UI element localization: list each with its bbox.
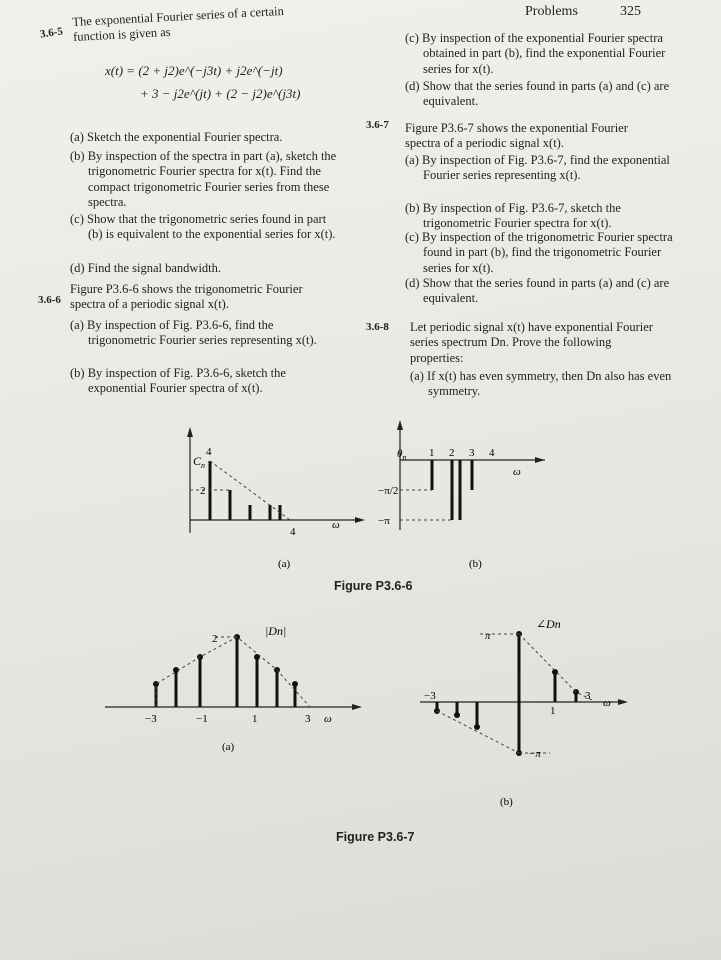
cn-x-tick-4: 4 bbox=[290, 526, 296, 538]
dn-ang-x-tick-3: 3 bbox=[585, 690, 591, 702]
dn-mag-label: |Dn| bbox=[265, 624, 287, 638]
dn-ang-x-tick-neg3: −3 bbox=[424, 690, 436, 702]
theta-x-tick-2: 2 bbox=[449, 447, 455, 459]
problem-3-6-5-part-a: (a) Sketch the exponential Fourier spectra. bbox=[70, 130, 283, 144]
panel-label-a: (a) bbox=[222, 741, 235, 753]
running-header: Problems bbox=[525, 4, 578, 19]
problem-3-6-6-part-d: (d) Show that the series found in parts (a) and (c) are equivalent. bbox=[405, 79, 670, 109]
figure-p3-6-7-panel-b bbox=[400, 610, 640, 820]
problem-3-6-5-part-d: (d) Find the signal bandwidth. bbox=[70, 261, 222, 275]
problem-number-3-6-5: 3.6-5 bbox=[39, 25, 64, 41]
problem-number-3-6-8: 3.6-8 bbox=[366, 321, 389, 333]
dn-mag-x-tick-3: 3 bbox=[305, 713, 311, 725]
dn-mag-envelope bbox=[156, 637, 310, 707]
dn-ang-tick-neg-pi: −π bbox=[528, 748, 541, 760]
cn-tick-2: 2 bbox=[200, 485, 206, 497]
figure-p3-6-6-panel-b bbox=[375, 415, 575, 575]
dn-ang-x-label: ω bbox=[603, 697, 611, 709]
x-axis-arrow bbox=[618, 699, 628, 705]
figure-caption-p3-6-7: Figure P3.6-7 bbox=[336, 830, 415, 844]
dn-ang-point-neg1 bbox=[474, 724, 480, 730]
dn-mag-x-tick-1: 1 bbox=[252, 713, 258, 725]
problem-3-6-6-intro: Figure P3.6-6 shows the trigonometric Fourier spectra of a periodic signal x(t). bbox=[70, 282, 303, 312]
dn-ang-label: ∠Dn bbox=[536, 617, 561, 631]
problem-3-6-7-part-b: (b) By inspection of Fig. P3.6-7, sketch the trigonometric Fourier spectra for x(t). bbox=[405, 201, 621, 231]
x-axis-arrow bbox=[535, 457, 545, 463]
figure-p3-6-7-panel-a bbox=[100, 610, 370, 770]
problem-3-6-5-part-c: (c) Show that the trigonometric series found in part (b) is equivalent to the exponential series for x(t). bbox=[70, 212, 336, 242]
problem-3-6-6-part-b: (b) By inspection of Fig. P3.6-6, sketch the exponential Fourier spectra of x(t). bbox=[70, 366, 286, 396]
x-axis-arrow bbox=[352, 704, 362, 710]
panel-label-b: (b) bbox=[500, 796, 513, 808]
equation-line-1: x(t) = (2 + j2)e^(−j3t) + j2e^(−jt) bbox=[105, 63, 283, 78]
dn-mag-x-tick-neg3: −3 bbox=[145, 713, 157, 725]
problem-3-6-7-part-c: (c) By inspection of the trigonometric Fourier spectra found in part (b), find the trigonometric Fourier series for x(t). bbox=[405, 230, 673, 275]
theta-x-tick-4: 4 bbox=[489, 447, 495, 459]
dn-ang-tick-pi: π bbox=[485, 630, 491, 642]
dn-ang-x-tick-1: 1 bbox=[550, 705, 556, 717]
dn-mag-point-3 bbox=[292, 681, 298, 687]
panel-label-a: (a) bbox=[278, 558, 291, 570]
dn-x-label: ω bbox=[324, 713, 332, 725]
theta-x-tick-3: 3 bbox=[469, 447, 475, 459]
cn-x-label: ω bbox=[332, 519, 340, 531]
theta-axis-label: $\theta_n$ bbox=[397, 448, 407, 462]
theta-x-tick-1: 1 bbox=[429, 447, 435, 459]
figure-p3-6-6-panel-a bbox=[170, 415, 370, 575]
dn-mag-tick-2: 2 bbox=[212, 633, 218, 645]
problem-3-6-6-part-c: (c) By inspection of the exponential Fourier spectra obtained in part (b), find the exponential Fourier series for x(t). bbox=[405, 31, 666, 76]
theta-tick-pi: −π bbox=[378, 515, 390, 527]
problem-number-3-6-6: 3.6-6 bbox=[38, 294, 61, 306]
problem-3-6-7-part-d: (d) Show that the series found in parts (a) and (c) are equivalent. bbox=[405, 276, 670, 306]
problem-3-6-7-intro: Figure P3.6-7 shows the exponential Fourier spectra of a periodic signal x(t). bbox=[405, 121, 628, 151]
cn-axis-label: $C_n$ bbox=[193, 454, 206, 470]
problem-3-6-6-part-a: (a) By inspection of Fig. P3.6-6, find the trigonometric Fourier series representing x(t). bbox=[70, 318, 317, 348]
y-axis-arrow bbox=[397, 420, 403, 430]
dn-mag-x-tick-neg1: −1 bbox=[196, 713, 208, 725]
equation-line-2: + 3 − j2e^(jt) + (2 − j2)e^(j3t) bbox=[140, 86, 301, 101]
panel-label-b: (b) bbox=[469, 558, 482, 570]
theta-tick-half-pi: −π/2 bbox=[378, 485, 399, 497]
cn-tick-4: 4 bbox=[206, 446, 212, 458]
figure-caption-p3-6-6: Figure P3.6-6 bbox=[334, 579, 413, 593]
problem-number-3-6-7: 3.6-7 bbox=[366, 119, 389, 131]
page-number: 325 bbox=[620, 4, 641, 19]
problem-3-6-5-intro: The exponential Fourier series of a certain function is given as bbox=[72, 3, 285, 45]
problem-3-6-5-part-b: (b) By inspection of the spectra in part (a), sketch the trigonometric Fourier spectra for x(t). Find the compact trigonometric Fourier series from these spectra. bbox=[70, 149, 337, 209]
x-axis-arrow bbox=[355, 517, 365, 523]
theta-x-label: ω bbox=[513, 466, 521, 478]
dn-ang-point-neg2 bbox=[454, 712, 460, 718]
problem-3-6-7-part-a: (a) By inspection of Fig. P3.6-7, find the exponential Fourier series representing x(t). bbox=[405, 153, 670, 183]
dn-ang-point-1 bbox=[552, 669, 558, 675]
problem-3-6-8-part-a: (a) If x(t) has even symmetry, then Dn also has even symmetry. bbox=[410, 369, 672, 399]
y-axis-arrow bbox=[187, 427, 193, 437]
problem-3-6-8-intro: Let periodic signal x(t) have exponential Fourier series spectrum Dn. Prove the following properties: bbox=[410, 320, 653, 365]
